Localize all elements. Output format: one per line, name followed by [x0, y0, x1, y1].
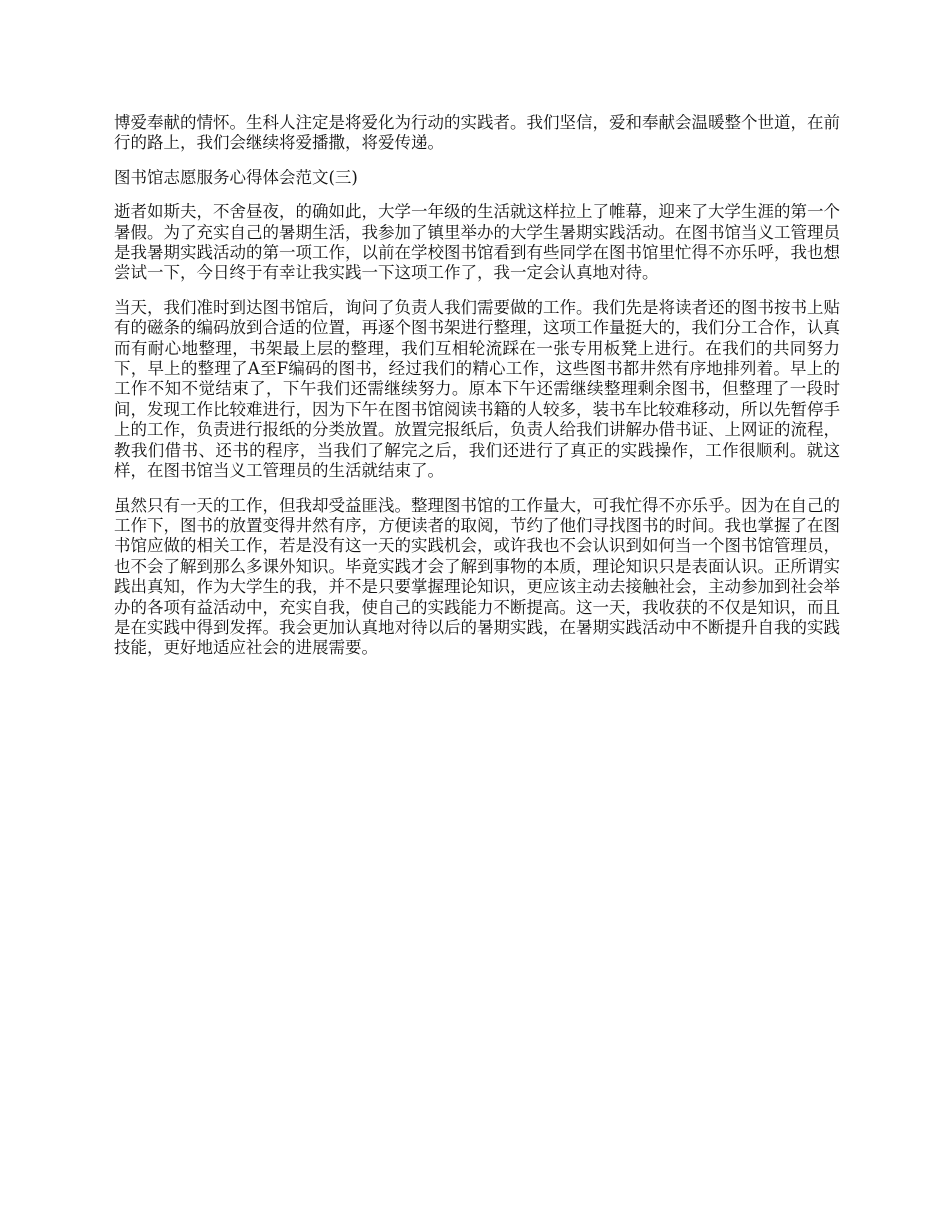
paragraph-2: 当天，我们准时到达图书馆后，询问了负责人我们需要做的工作。我们先是将读者还的图书按书上贴有的磁条的编码放到合适的位置，再逐个图书架进行整理，这项工作量挺大的，我们分工合作，认真而有耐心地整理，书架最上层的整理，我们互相轮流踩在一张专用板凳上进行。在我们的共同努力下，早上的整理了A至F编码的图书，经过我们的精心工作，这些图书都井然有序地排列着。早上的工作不知不觉结束了，下午我们还需继续努力。原本下午还需继续整理剩余图书，但整理了一段时间，发现工作比较难进行，因为下午在图书馆阅读书籍的人较多，装书车比较难移动，所以先暂停手上的工作，负责进行报纸的分类放置。放置完报纸后，负责人给我们讲解办借书证、上网证的流程，教我们借书、还书的程序，当我们了解完之后，我们还进行了真正的实践操作，工作很顺利。就这样，在图书馆当义工管理员的生活就结束了。 [114, 297, 840, 481]
paragraph-intro: 博爱奉献的情怀。生科人注定是将爱化为行动的实践者。我们坚信，爱和奉献会温暖整个世道，在前行的路上，我们会继续将爱播撒，将爱传递。 [114, 113, 840, 153]
paragraph-1: 逝者如斯夫，不舍昼夜，的确如此，大学一年级的生活就这样拉上了帷幕，迎来了大学生涯的第一个暑假。为了充实自己的暑期生活，我参加了镇里举办的大学生暑期实践活动。在图书馆当义工管理员是我暑期实践活动的第一项工作，以前在学校图书馆看到有些同学在图书馆里忙得不亦乐呼，我也想尝试一下，今日终于有幸让我实践一下这项工作了，我一定会认真地对待。 [114, 202, 840, 283]
document-body [114, 113, 840, 673]
paragraph-3: 虽然只有一天的工作，但我却受益匪浅。整理图书馆的工作量大，可我忙得不亦乐乎。因为在自己的工作下，图书的放置变得井然有序，方便读者的取阅，节约了他们寻找图书的时间。我也掌握了在图书馆应做的相关工作，若是没有这一天的实践机会，或许我也不会认识到如何当一个图书馆管理员，也不会了解到那么多课外知识。毕竟实践才会了解到事物的本质，理论知识只是表面认识。正所谓实践出真知，作为大学生的我，并不是只要掌握理论知识，更应该主动去接触社会，主动参加到社会举办的各项有益活动中，充实自我，使自己的实践能力不断提高。这一天，我收获的不仅是知识，而且是在实践中得到发挥。我会更加认真地对待以后的暑期实践，在暑期实践活动中不断提升自我的实践技能，更好地适应社会的进展需要。 [114, 495, 840, 658]
section-title: 图书馆志愿服务心得体会范文(三) [114, 167, 358, 187]
